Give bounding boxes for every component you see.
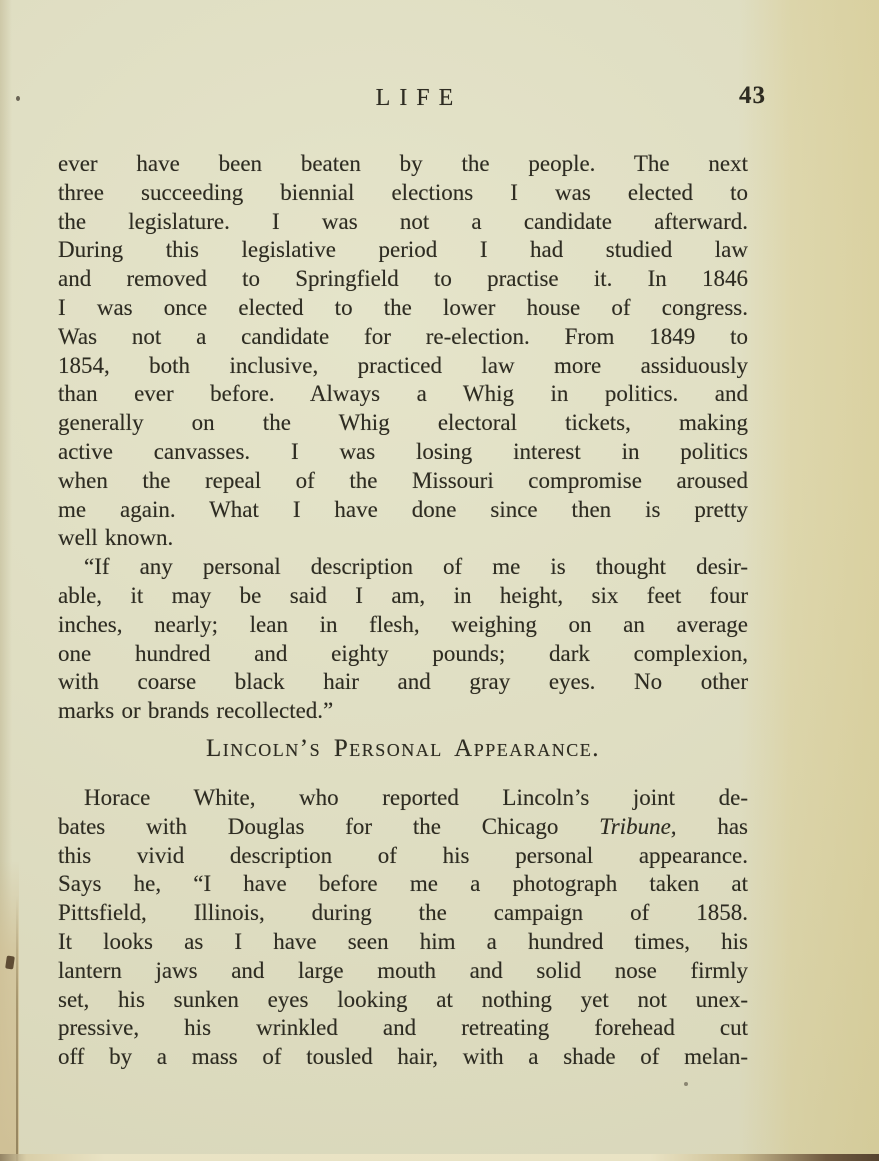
text-line: 1854, both inclusive, practiced law more assiduously (58, 352, 748, 378)
page-body (58, 150, 748, 1072)
para-autobiography-continuation (58, 150, 748, 553)
text-line: Was not a candidate for re-election. From 1849 to (58, 323, 748, 349)
text-line: marks or brands recollected.” (58, 698, 334, 724)
text-line: set, his sunken eyes looking at nothing yet not unex- (58, 986, 748, 1012)
page-bottom-edge (0, 1154, 879, 1161)
text-line: Says he, “I have before me a photograph taken at (58, 871, 748, 897)
text-line: off by a mass of tousled hair, with a shade of melan- (58, 1044, 748, 1070)
section-heading-lincolns-personal-appearance: Lincoln’s Personal Appearance. (206, 734, 600, 762)
text-line: During this legislative period I had studied law (58, 237, 748, 263)
text-line: pressive, his wrinkled and retreating forehead cut (58, 1015, 748, 1041)
text-line: able, it may be said I am, in height, six feet four (58, 582, 748, 608)
text-line: “If any personal description of me is thought desir- (84, 554, 748, 580)
text-line: and removed to Springfield to practise it. In 1846 (58, 266, 748, 292)
text-line: this vivid description of his personal appearance. (58, 842, 748, 868)
text-line: with coarse black hair and gray eyes. No other (58, 669, 748, 695)
para-horace-white-description (58, 784, 748, 1072)
page-header (58, 82, 766, 119)
text-line: three succeeding biennial elections I was elected to (58, 179, 748, 205)
text-line: me again. What I have done since then is pretty (58, 496, 748, 522)
scan-speck (684, 1082, 688, 1086)
italic-text-segment: Tribune, (599, 813, 677, 839)
running-title: LIFE (375, 85, 463, 111)
text-line: inches, nearly; lean in flesh, weighing on an average (58, 611, 748, 637)
text-line: Horace White, who reported Lincoln’s joint de- (84, 784, 748, 810)
text-segment: bates with Douglas for the Chicago (58, 813, 600, 839)
scan-speck (16, 96, 20, 101)
text-line: I was once elected to the lower house of congress. (58, 294, 748, 320)
text-line (58, 813, 748, 842)
text-line: ever have been beaten by the people. The next (58, 151, 748, 176)
text-line: lantern jaws and large mouth and solid nose firmly (58, 957, 748, 983)
text-segment: has (676, 813, 748, 839)
text-line: active canvasses. I was losing interest in politics (58, 438, 748, 464)
para-personal-description-quote (58, 553, 748, 726)
text-line: than ever before. Always a Whig in politics. and (58, 381, 748, 407)
text-line: generally on the Whig electoral tickets, making (58, 410, 748, 436)
text-line: when the repeal of the Missouri compromise aroused (58, 467, 748, 493)
text-line: the legislature. I was not a candidate afterward. (58, 208, 748, 234)
text-line: Pittsfield, Illinois, during the campaign of 1858. (58, 900, 748, 926)
page-number: 43 (739, 82, 766, 109)
text-line: one hundred and eighty pounds; dark complexion, (58, 640, 748, 666)
text-line: It looks as I have seen him a hundred times, his (58, 928, 748, 954)
page-crease-line (16, 896, 18, 1161)
text-line: well known. (58, 525, 174, 551)
